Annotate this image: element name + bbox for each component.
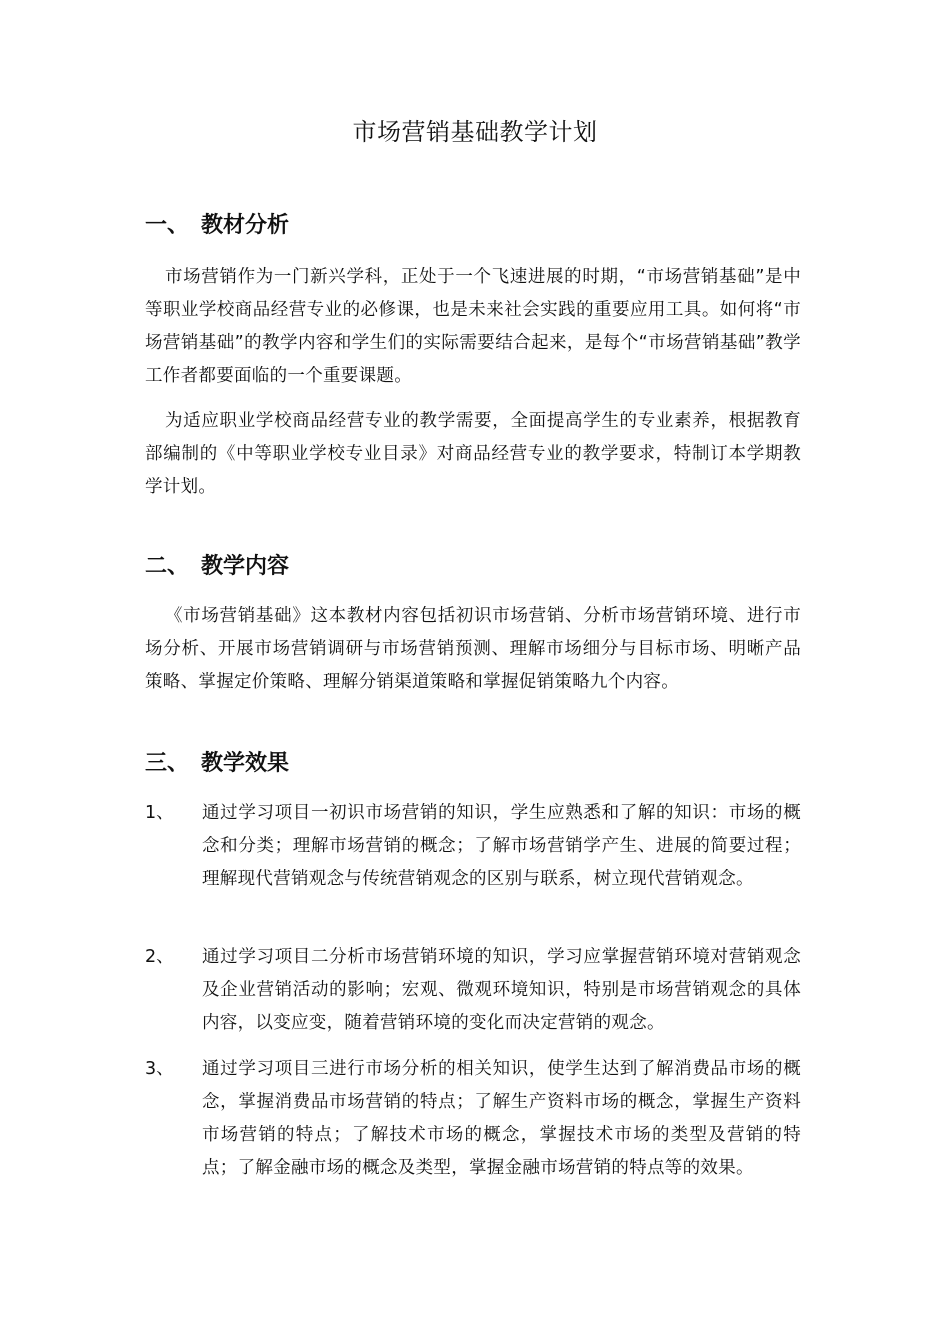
paragraph: 《市场营销基础》这本教材内容包括初识市场营销、分析市场营销环境、进行市场分析、开展市场营销调研与市场营销预测、理解市场细分与目标市场、明晰产品策略、掌握定价策略、理解分销渠道策略和掌握促销策略九个内容。 [145,606,801,692]
section-number: 三、 [145,751,190,776]
list-item [145,1053,801,1185]
list-item [145,797,801,896]
document-title: 市场营销基础教学计划 [352,118,598,146]
list-item [145,941,801,1040]
section-number: 二、 [145,554,190,579]
section-title: 教学内容 [201,554,290,579]
list-item-number: 3、 [145,1059,174,1079]
section-heading-3 [145,748,289,780]
section-number: 一、 [145,213,190,238]
list-item-number: 2、 [145,947,174,967]
list-item-text: 通过学习项目一初识市场营销的知识，学生应熟悉和了解的知识：市场的概念和分类；理解市场营销的概念；了解市场营销学产生、进展的简要过程；理解现代营销观念与传统营销观念的区别与联系，树立现代营销观念。 [202,803,801,889]
list-item-number: 1、 [145,803,174,823]
paragraph: 为适应职业学校商品经营专业的教学需要，全面提高学生的专业素养，根据教育部编制的《中等职业学校专业目录》对商品经营专业的教学要求，特制订本学期教学计划。 [145,411,801,497]
section-heading-2 [145,551,289,583]
paragraph: 市场营销作为一门新兴学科，正处于一个飞速进展的时期，“市场营销基础”是中等职业学校商品经营专业的必修课，也是未来社会实践的重要应用工具。如何将“市场营销基础”的教学内容和学生们的实际需要结合起来，是每个“市场营销基础”教学工作者都要面临的一个重要课题。 [145,267,801,386]
section-title: 教材分析 [201,213,290,238]
section-title: 教学效果 [201,751,290,776]
list-item-text: 通过学习项目三进行市场分析的相关知识，使学生达到了解消费品市场的概念，掌握消费品市场营销的特点；了解生产资料市场的概念，掌握生产资料市场营销的特点；了解技术市场的概念，掌握技术市场的类型及营销的特点；了解金融市场的概念及类型，掌握金融市场营销的特点等的效果。 [202,1059,801,1178]
section-heading-1 [145,210,289,242]
list-item-text: 通过学习项目二分析市场营销环境的知识，学习应掌握营销环境对营销观念及企业营销活动的影响；宏观、微观环境知识，特别是市场营销观念的具体内容，以变应变，随着营销环境的变化而决定营销的观念。 [202,947,801,1033]
